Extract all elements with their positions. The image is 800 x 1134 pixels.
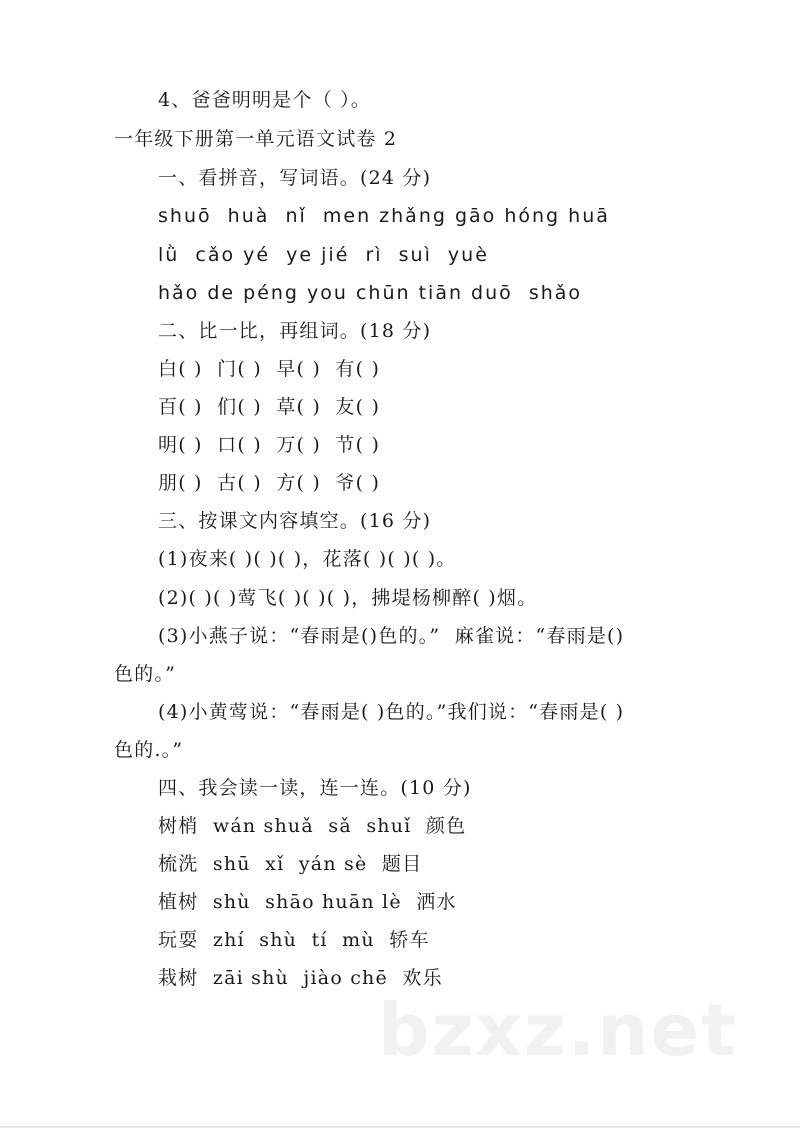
match-row-3: 植树 shù shāo huān lè 洒水 <box>158 891 457 913</box>
pinyin-row-1: shuō huà nǐ men zhǎng gāo hóng huā <box>158 205 610 227</box>
fill-item-1: (1)夜来( )( )( )，花落( )( )( )。 <box>158 548 457 570</box>
compare-row-1: 白( ) 门( ) 早( ) 有( ) <box>158 358 381 380</box>
site-watermark: bzxz.net <box>378 988 738 1072</box>
pinyin-row-3: hǎo de péng you chūn tiān duō shǎo <box>158 282 583 304</box>
page-bottom-divider <box>0 1126 800 1128</box>
compare-row-4: 朋( ) 古( ) 方( ) 爷( ) <box>158 472 381 494</box>
match-row-5: 栽树 zāi shù jiào chē 欢乐 <box>158 967 443 989</box>
compare-row-2: 百( ) 们( ) 草( ) 友( ) <box>158 396 381 418</box>
fill-item-2: (2)( )( )莺飞( )( )( )，拂堤杨柳醉( )烟。 <box>158 587 538 609</box>
section-2-heading: 二、比一比，再组词。(18 分) <box>158 320 432 342</box>
fill-item-3: (3)小燕子说：“春雨是()色的。” 麻雀说：“春雨是() <box>158 625 625 647</box>
fill-item-4: (4)小黄莺说：“春雨是( )色的。”我们说：“春雨是( ) <box>158 701 625 723</box>
exam-title: 一年级下册第一单元语文试卷 2 <box>114 128 398 150</box>
section-1-heading: 一、看拼音，写词语。(24 分) <box>158 167 432 189</box>
match-row-1: 树梢 wán shuǎ sǎ shuǐ 颜色 <box>158 815 467 837</box>
match-row-2: 梳洗 shū xǐ yán sè 题目 <box>158 853 423 875</box>
question-4-text: 4、爸爸明明是个（ ）。 <box>158 89 372 111</box>
fill-item-4-continued: 色的.。” <box>114 739 184 761</box>
section-3-heading: 三、按课文内容填空。(16 分) <box>158 510 432 532</box>
compare-row-3: 明( ) 口( ) 万( ) 节( ) <box>158 434 381 456</box>
match-row-4: 玩耍 zhí shù tí mù 轿车 <box>158 929 430 951</box>
section-4-heading: 四、我会读一读，连一连。(10 分) <box>158 777 472 799</box>
fill-item-3-continued: 色的。” <box>114 663 177 685</box>
pinyin-row-2: lǜ cǎo yé ye jié rì suì yuè <box>158 244 489 266</box>
